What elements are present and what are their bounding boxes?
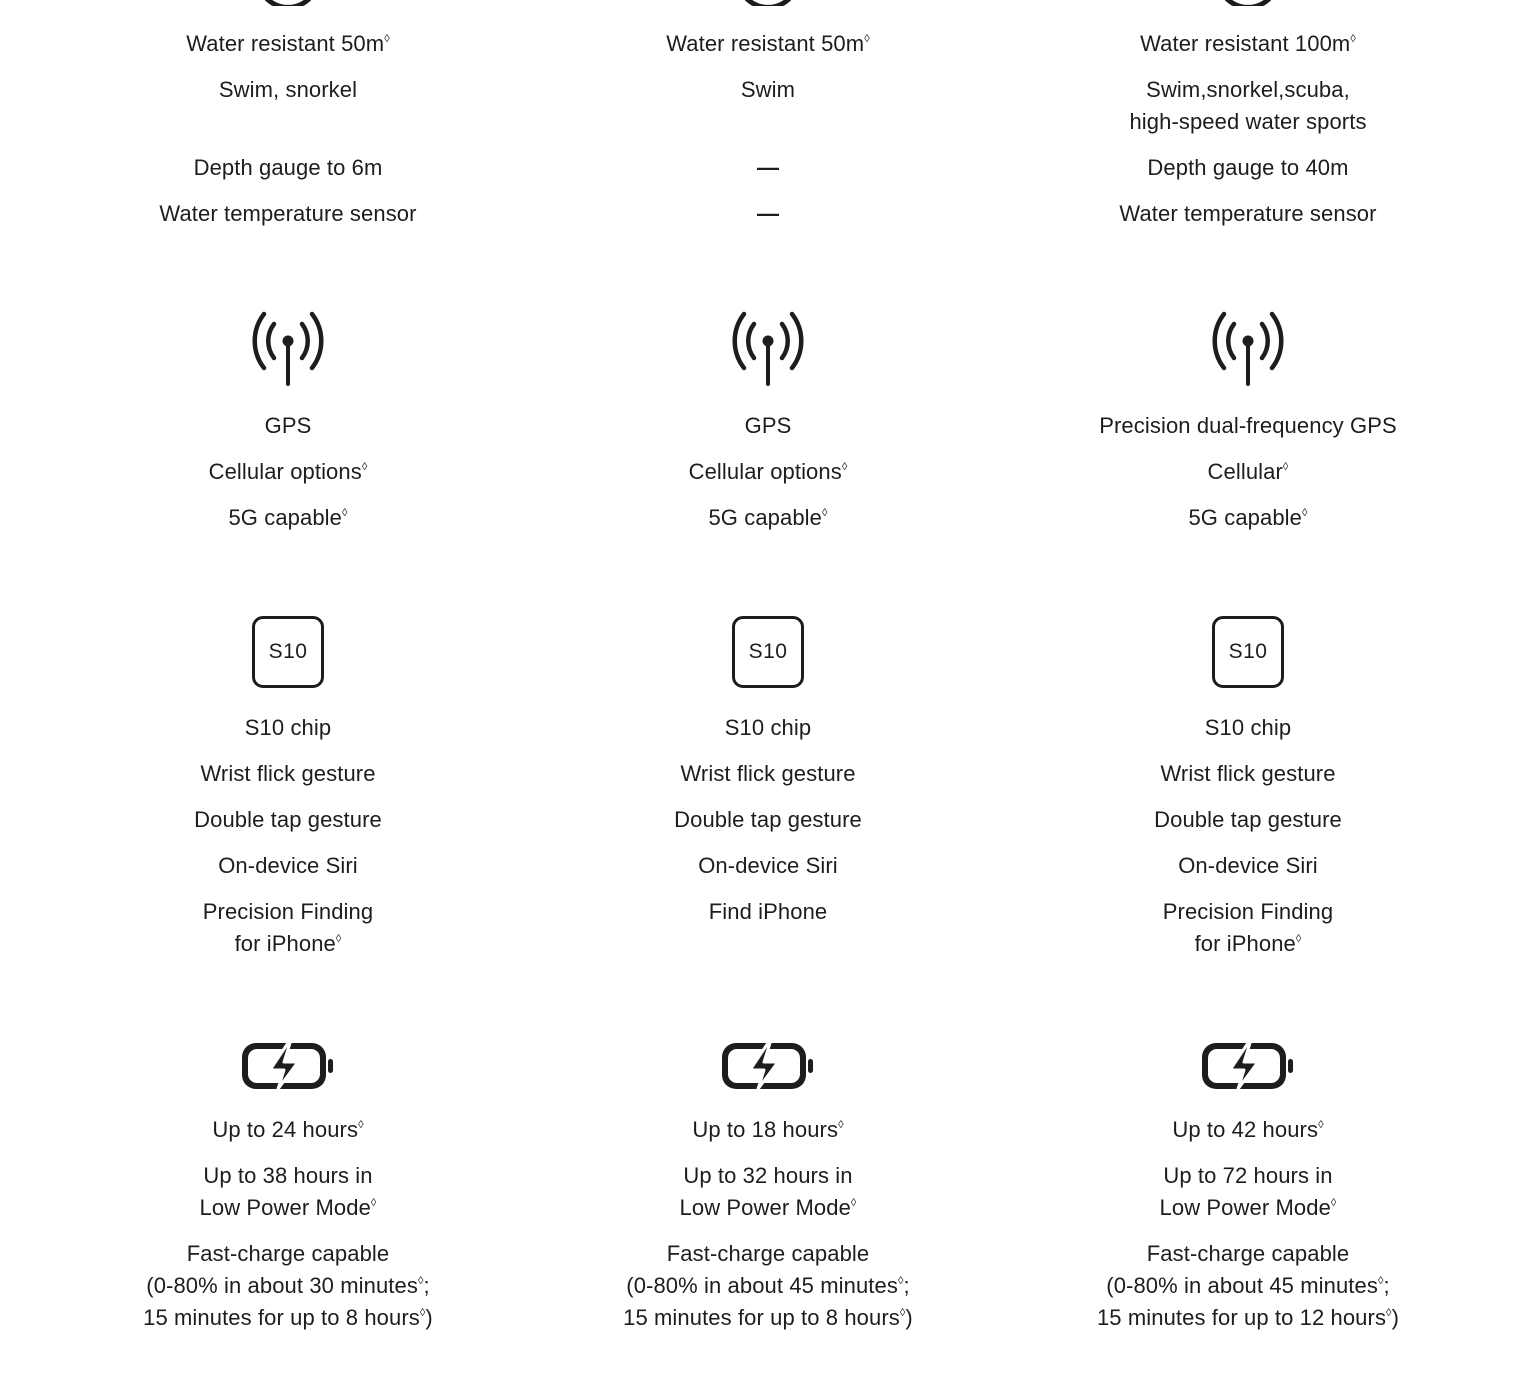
fast-charge-line-3: 15 minutes for up to 12 hours◊) xyxy=(1096,1305,1400,1330)
low-power-mode-line-1: Up to 38 hours in xyxy=(203,1163,373,1188)
wrist-flick-gesture: Wrist flick gesture xyxy=(1160,761,1336,786)
double-tap-gesture: Double tap gesture xyxy=(1154,807,1342,832)
chip-name: S10 chip xyxy=(244,715,332,740)
comparison-column-2 xyxy=(528,0,1008,1395)
chip-icon: S10 xyxy=(732,616,804,688)
fast-charge-line-3: 15 minutes for up to 8 hours◊) xyxy=(623,1305,913,1330)
battery-life: Up to 42 hours◊ xyxy=(1172,1117,1324,1142)
fast-charge-line-2: (0-80% in about 45 minutes◊; xyxy=(1106,1273,1390,1298)
fast-charge-line-1: Fast-charge capable xyxy=(666,1241,870,1266)
comparison-column-1 xyxy=(48,0,528,1395)
depth-gauge-none: — xyxy=(756,155,780,180)
gps: GPS xyxy=(744,413,792,438)
wrist-flick-gesture: Wrist flick gesture xyxy=(200,761,376,786)
watch-icon xyxy=(1213,0,1283,6)
fast-charge-line-3: 15 minutes for up to 8 hours◊) xyxy=(143,1305,433,1330)
cellular: Cellular◊ xyxy=(1207,459,1289,484)
double-tap-gesture: Double tap gesture xyxy=(194,807,382,832)
water-temperature-sensor-none: — xyxy=(756,201,780,226)
water-activities: Swim xyxy=(740,77,796,102)
fast-charge-line-1: Fast-charge capable xyxy=(1146,1241,1350,1266)
watch-icon xyxy=(733,0,803,6)
find-iphone: Precision Finding xyxy=(202,899,374,924)
cellular: Cellular options◊ xyxy=(688,459,848,484)
watch-icon xyxy=(253,0,323,6)
depth-gauge: Depth gauge to 6m xyxy=(193,155,383,180)
antenna-signal-icon xyxy=(1206,308,1290,388)
find-iphone-line-2: for iPhone◊ xyxy=(234,931,342,956)
on-device-siri: On-device Siri xyxy=(1178,853,1318,878)
comparison-column-3 xyxy=(1008,0,1488,1395)
low-power-mode-line-1: Up to 32 hours in xyxy=(683,1163,853,1188)
low-power-mode-line-2: Low Power Mode◊ xyxy=(679,1195,857,1220)
antenna-signal-icon xyxy=(246,308,330,388)
depth-gauge: Depth gauge to 40m xyxy=(1147,155,1349,180)
battery-charging-icon xyxy=(720,1040,816,1092)
water-resistance: Water resistant 50m◊ xyxy=(186,31,390,56)
gps: GPS xyxy=(264,413,312,438)
chip-name: S10 chip xyxy=(724,715,812,740)
5g-capable: 5G capable◊ xyxy=(708,505,828,530)
low-power-mode-line-2: Low Power Mode◊ xyxy=(1159,1195,1337,1220)
battery-charging-icon xyxy=(240,1040,336,1092)
water-activities: Swim,snorkel,scuba, xyxy=(1146,77,1350,102)
water-activities-line-2: high-speed water sports xyxy=(1129,109,1367,134)
water-resistance: Water resistant 50m◊ xyxy=(666,31,870,56)
fast-charge-line-2: (0-80% in about 45 minutes◊; xyxy=(626,1273,910,1298)
water-temperature-sensor: Water temperature sensor xyxy=(1119,201,1377,226)
low-power-mode-line-2: Low Power Mode◊ xyxy=(199,1195,377,1220)
find-iphone: Find iPhone xyxy=(708,899,828,924)
battery-life: Up to 18 hours◊ xyxy=(692,1117,844,1142)
on-device-siri: On-device Siri xyxy=(218,853,358,878)
water-activities: Swim, snorkel xyxy=(218,77,358,102)
battery-charging-icon xyxy=(1200,1040,1296,1092)
5g-capable: 5G capable◊ xyxy=(228,505,348,530)
chip-icon: S10 xyxy=(252,616,324,688)
find-iphone-line-2: for iPhone◊ xyxy=(1194,931,1302,956)
fast-charge-line-1: Fast-charge capable xyxy=(186,1241,390,1266)
gps: Precision dual-frequency GPS xyxy=(1099,413,1397,438)
battery-life: Up to 24 hours◊ xyxy=(212,1117,364,1142)
cellular: Cellular options◊ xyxy=(208,459,368,484)
double-tap-gesture: Double tap gesture xyxy=(674,807,862,832)
antenna-signal-icon xyxy=(726,308,810,388)
fast-charge-line-2: (0-80% in about 30 minutes◊; xyxy=(146,1273,430,1298)
5g-capable: 5G capable◊ xyxy=(1188,505,1308,530)
low-power-mode-line-1: Up to 72 hours in xyxy=(1163,1163,1333,1188)
wrist-flick-gesture: Wrist flick gesture xyxy=(680,761,856,786)
chip-icon: S10 xyxy=(1212,616,1284,688)
find-iphone: Precision Finding xyxy=(1162,899,1334,924)
water-resistance: Water resistant 100m◊ xyxy=(1140,31,1356,56)
chip-name: S10 chip xyxy=(1204,715,1292,740)
water-temperature-sensor: Water temperature sensor xyxy=(159,201,417,226)
on-device-siri: On-device Siri xyxy=(698,853,838,878)
